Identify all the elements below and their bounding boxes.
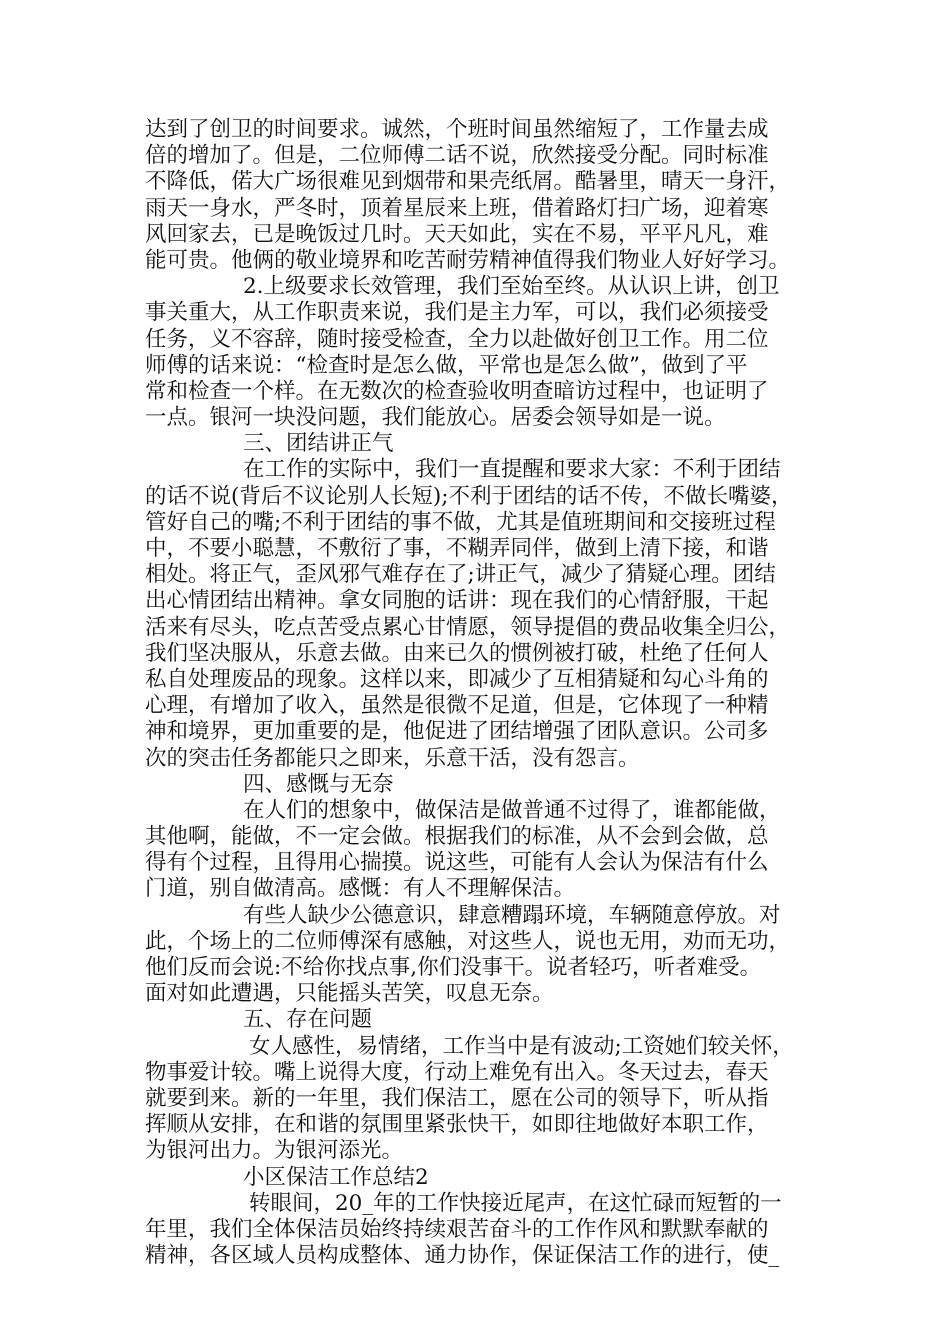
text-line: 常和检查一个样。在无数次的检查验收明查暗访过程中，也证明了 [145,378,769,404]
text-line: 能可贵。他俩的敬业境界和吃苦耐劳精神值得我们物业人好好学习。 [145,247,791,273]
text-line: 事关重大，从工作职责来说，我们是主力军，可以，我们必须接受 [145,300,769,326]
text-line: 神和境界，更加重要的是，他促进了团结增强了团队意识。公司多 [145,719,769,745]
text-line: 活来有尽头，吃点苦受点累心甘情愿，领导提倡的费品收集全归公， [145,614,791,640]
paragraph-start-line: 有些人缺少公德意识，肆意糟蹋环境，车辆随意停放。对 [243,902,781,928]
section-heading: 小区保洁工作总结2 [243,1164,429,1190]
paragraph-start-line: 2.上级要求长效管理，我们至始至终。从认识上讲，创卫 [243,274,780,300]
section-heading: 五、存在问题 [243,1007,373,1033]
text-line: 他们反而会说:不给你找点事,你们没事干。说者轻巧，听者难受。 [145,955,762,980]
section-heading: 四、感慨与无奈 [243,771,394,797]
paragraph-start-line: 在工作的实际中，我们一直提醒和要求大家：不利于团结 [243,457,781,483]
text-line: 一点。银河一块没问题，我们能放心。居委会领导如是一说。 [145,405,726,431]
text-line: 达到了创卫的时间要求。诚然，个班时间虽然缩短了，工作量去成 [145,117,769,142]
text-line: 出心情团结出精神。拿女同胞的话讲：现在我们的心情舒服，干起 [145,588,769,614]
text-line: 物事爱计较。嘴上说得大度，行动上难免有出入。冬天过去，春天 [145,1059,769,1085]
text-line: 我们坚决服从，乐意去做。由来已久的惯例被打破，杜绝了任何人 [145,640,769,666]
text-line: 门道，别自做清高。感慨：有人不理解保洁。 [145,876,576,902]
text-line: 面对如此遭遇，只能摇头苦笑，叹息无奈。 [145,981,554,1007]
text-line: 管好自己的嘴;不利于团结的事不做，尤其是值班期间和交接班过程 [145,509,776,535]
text-line: 精神，各区域人员构成整体、通力协作，保证保洁工作的进行，使_ [145,1243,780,1269]
text-line: 私自处理废品的现象。这样以来，即减少了互相猜疑和勾心斗角的 [145,666,769,692]
section-heading: 三、团结讲正气 [243,431,394,457]
text-line: 为银河出力。为银河添光。 [145,1138,404,1164]
paragraph-start-line: 在人们的想象中，做保洁是做普通不过得了，谁都能做， [243,797,781,823]
text-line: 任务，义不容辞，随时接受检查，全力以赴做好创卫工作。用二位 [145,326,769,352]
text-line: 其他啊，能做，不一定会做。根据我们的标准，从不会到会做，总 [145,824,769,850]
text-line: 中，不要小聪慧，不敷衍了事，不糊弄同伴，做到上清下接，和谐 [145,536,769,561]
text-line: 心理，有增加了收入，虽然是很微不足道，但是，它体现了一种精 [145,693,769,719]
text-line: 倍的增加了。但是，二位师傅二话不说，欣然接受分配。同时标准 [145,143,769,169]
text-line: 的话不说(背后不议论别人长短);不利于团结的话不传，不做长嘴婆， [145,483,793,509]
text-line: 风回家去，已是晚饭过几时。天天如此，实在不易，平平凡凡，难 [145,221,769,247]
text-line: 挥顺从安排，在和谐的氛围里紧张快干，如即往地做好本职工作， [145,1112,769,1138]
text-line: 不降低，偌大广场很难见到烟带和果壳纸屑。酷暑里，晴天一身汗， [145,169,791,195]
paragraph-start-line: 女人感性，易情绪，工作当中是有波动;工资她们较关怀， [249,1033,794,1059]
text-line: 雨天一身水，严冬时，顶着星辰来上班，借着路灯扫广场，迎着寒 [145,195,769,221]
paragraph-start-line: 转眼间，20_年的工作快接近尾声，在这忙碌而短暂的一 [249,1190,782,1216]
text-line: 得有个过程，且得用心揣摸。说这些，可能有人会认为保洁有什么 [145,850,769,876]
text-line: 师傅的话来说：“检查时是怎么做，平常也是怎么做”，做到了平 [145,352,748,378]
document-body [145,117,810,1269]
text-line: 就要到来。新的一年里，我们保洁工，愿在公司的领导下，听从指 [145,1085,769,1111]
text-line: 年里，我们全体保洁员始终持续艰苦奋斗的工作作风和默默奉献的 [145,1216,769,1242]
text-line: 此，个场上的二位师傅深有感触，对这些人，说也无用，劝而无功， [145,928,791,954]
text-line: 次的突击任务都能只之即来，乐意干活，没有怨言。 [145,745,640,771]
text-line: 相处。将正气，歪风邪气难存在了;讲正气，减少了猜疑心理。团结 [145,562,776,588]
